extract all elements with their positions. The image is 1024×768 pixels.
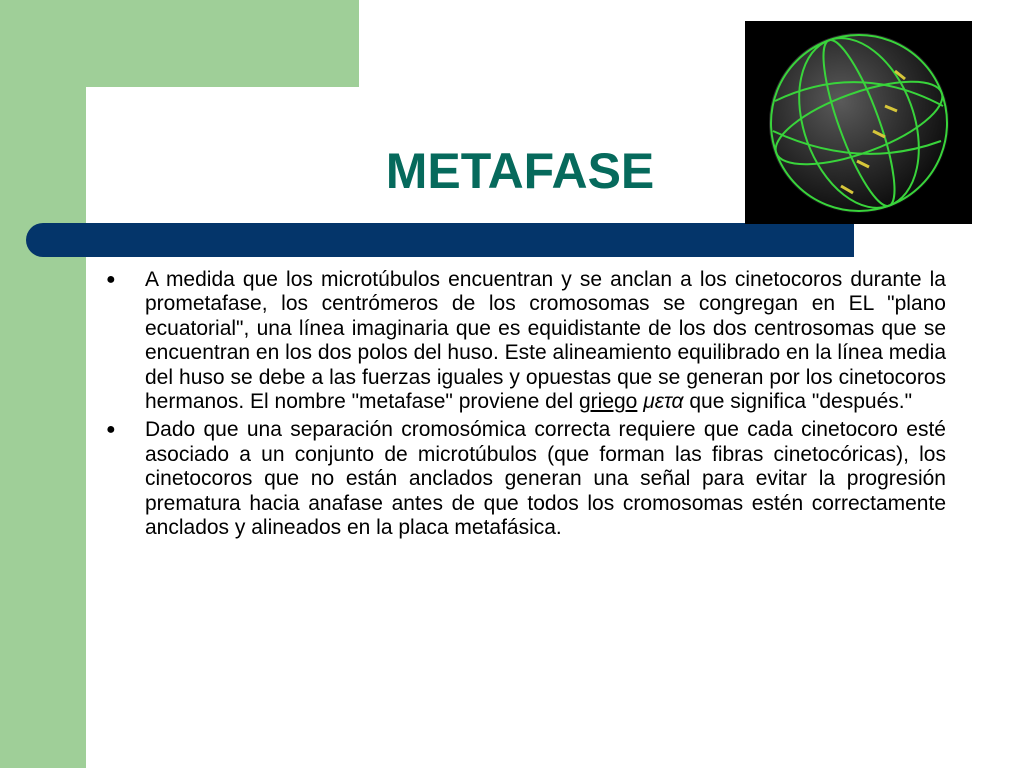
greek-link[interactable]: griego <box>578 390 638 414</box>
bullet-text-end: que significa "después." <box>689 390 913 414</box>
bullet-dot-icon: ● <box>106 421 116 439</box>
bullet-item <box>100 268 946 414</box>
bullet-item <box>100 418 946 540</box>
slide-title: METAFASE <box>385 143 655 199</box>
spindle-globe-graphic <box>745 21 972 224</box>
greek-word: μετα <box>643 390 684 414</box>
content-corner <box>86 87 226 227</box>
bullet-text: A medida que los microtúbulos encuentran y se anclan a los cinetocoros durante la prometafase, los centrómeros de los cromosomas se congregan en EL "plano ecuatorial", una línea imaginaria que es equidistante de los dos centrosomas que se encuentran en los dos polos del huso. Este alineamiento equilibrado en la línea media del huso se debe a las fuerzas iguales y opuestas que se generan por los cinetocoros hermanos. El nombre "metafase" proviene del <box>145 268 946 414</box>
bullet-list <box>100 268 946 544</box>
top-green-band <box>0 0 359 87</box>
title-underline-bar <box>26 223 854 257</box>
spindle-globe-icon <box>745 21 972 224</box>
bullet-text: Dado que una separación cromosómica correcta requiere que cada cinetocoro esté asociado a un conjunto de microtúbulos (que forman las fibras cinetocóricas), los cinetocoros que no están anclados generan una señal para evitar la progresión prematura hacia anafase antes de que todos los cromosomas estén correctamente anclados y alineados en la placa metafásica. <box>145 418 946 540</box>
bullet-dot-icon: ● <box>106 271 116 288</box>
left-green-band <box>0 0 86 768</box>
